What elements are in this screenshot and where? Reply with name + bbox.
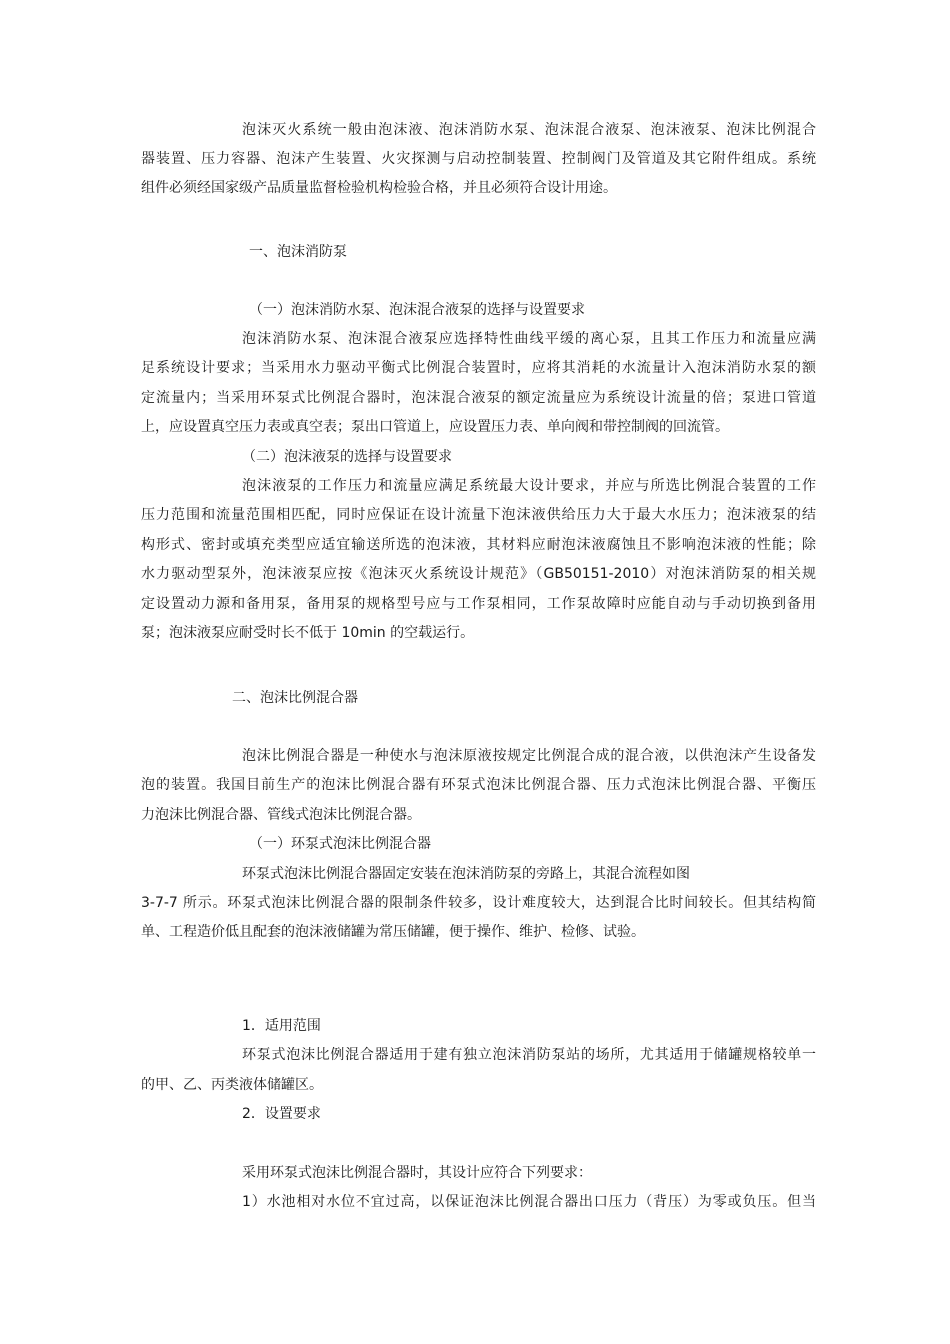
paragraph-line: 的甲、乙、丙类液体储罐区。	[141, 1077, 323, 1093]
subsection-heading: （二）泡沫液泵的选择与设置要求	[242, 449, 452, 465]
intro-line: 器装置、压力容器、泡沫产生装置、火灾探测与启动控制装置、控制阀门及管道及其它附件组成。系统	[141, 151, 816, 167]
paragraph-line: 泡的装置。我国目前生产的泡沫比例混合器有环泵式泡沫比例混合器、压力式泡沫比例混合器、平衡压	[141, 777, 816, 793]
paragraph-line: 泡沫比例混合器是一种使水与泡沫原液按规定比例混合成的混合液，以供泡沫产生设备发	[242, 748, 816, 764]
paragraph-line: 泡沫液泵的工作压力和流量应满足系统最大设计要求，并应与所选比例混合装置的工作	[242, 478, 816, 494]
section-heading: 二、泡沫比例混合器	[232, 690, 358, 706]
paragraph-line: 单、工程造价低且配套的泡沫液储罐为常压储罐，便于操作、维护、检修、试验。	[141, 924, 645, 940]
subsection-heading: （一）环泵式泡沫比例混合器	[249, 836, 431, 852]
intro-line: 泡沫灭火系统一般由泡沫液、泡沫消防水泵、泡沫混合液泵、泡沫液泵、泡沫比例混合	[242, 122, 816, 138]
paragraph-line: 环泵式泡沫比例混合器固定安装在泡沫消防泵的旁路上，其混合流程如图	[242, 866, 690, 882]
paragraph-line: 泡沫消防水泵、泡沫混合液泵应选择特性曲线平缓的离心泵，且其工作压力和流量应满	[242, 331, 816, 347]
paragraph-line: 上，应设置真空压力表或真空表；泵出口管道上，应设置压力表、单向阀和带控制阀的回流管。	[141, 419, 729, 435]
paragraph-line: 定设置动力源和备用泵，备用泵的规格型号应与工作泵相同，工作泵故障时应能自动与手动切换到备用	[141, 596, 816, 612]
section-heading: 一、泡沫消防泵	[249, 244, 347, 260]
paragraph-line: 环泵式泡沫比例混合器适用于建有独立泡沫消防泵站的场所，尤其适用于储罐规格较单一	[242, 1047, 816, 1063]
paragraph-line: 水力驱动型泵外，泡沫液泵应按《泡沫灭火系统设计规范》（GB50151-2010）对泡沫消防泵的相关规	[141, 566, 816, 582]
numbered-heading: 1．适用范围	[242, 1018, 321, 1034]
paragraph-line: 3-7-7 所示。环泵式泡沫比例混合器的限制条件较多，设计难度较大，达到混合比时间较长。但其结构简	[141, 895, 816, 911]
paragraph-line: 泵；泡沫液泵应耐受时长不低于 10min 的空载运行。	[141, 625, 475, 641]
paragraph-line: 构形式、密封或填充类型应适宜输送所选的泡沫液，其材料应耐泡沫液腐蚀且不影响泡沫液的性能；除	[141, 537, 816, 553]
paragraph-line: 压力范围和流量范围相匹配，同时应保证在设计流量下泡沫液供给压力大于最大水压力；泡沫液泵的结	[141, 507, 816, 523]
paragraph-line: 定流量内；当采用环泵式比例混合器时，泡沫混合液泵的额定流量应为系统设计流量的倍；泵进口管道	[141, 390, 816, 406]
paragraph-line: 采用环泵式泡沫比例混合器时，其设计应符合下列要求：	[242, 1165, 592, 1181]
intro-line: 组件必须经国家级产品质量监督检验机构检验合格，并且必须符合设计用途。	[141, 180, 617, 196]
paragraph-line: 足系统设计要求；当采用水力驱动平衡式比例混合装置时，应将其消耗的水流量计入泡沫消防水泵的额	[141, 360, 816, 376]
numbered-heading: 2．设置要求	[242, 1106, 321, 1122]
paragraph-line: 1）水池相对水位不宜过高，以保证泡沫比例混合器出口压力（背压）为零或负压。但当	[242, 1194, 816, 1210]
subsection-heading: （一）泡沫消防水泵、泡沫混合液泵的选择与设置要求	[249, 302, 585, 318]
paragraph-line: 力泡沫比例混合器、管线式泡沫比例混合器。	[141, 807, 421, 823]
